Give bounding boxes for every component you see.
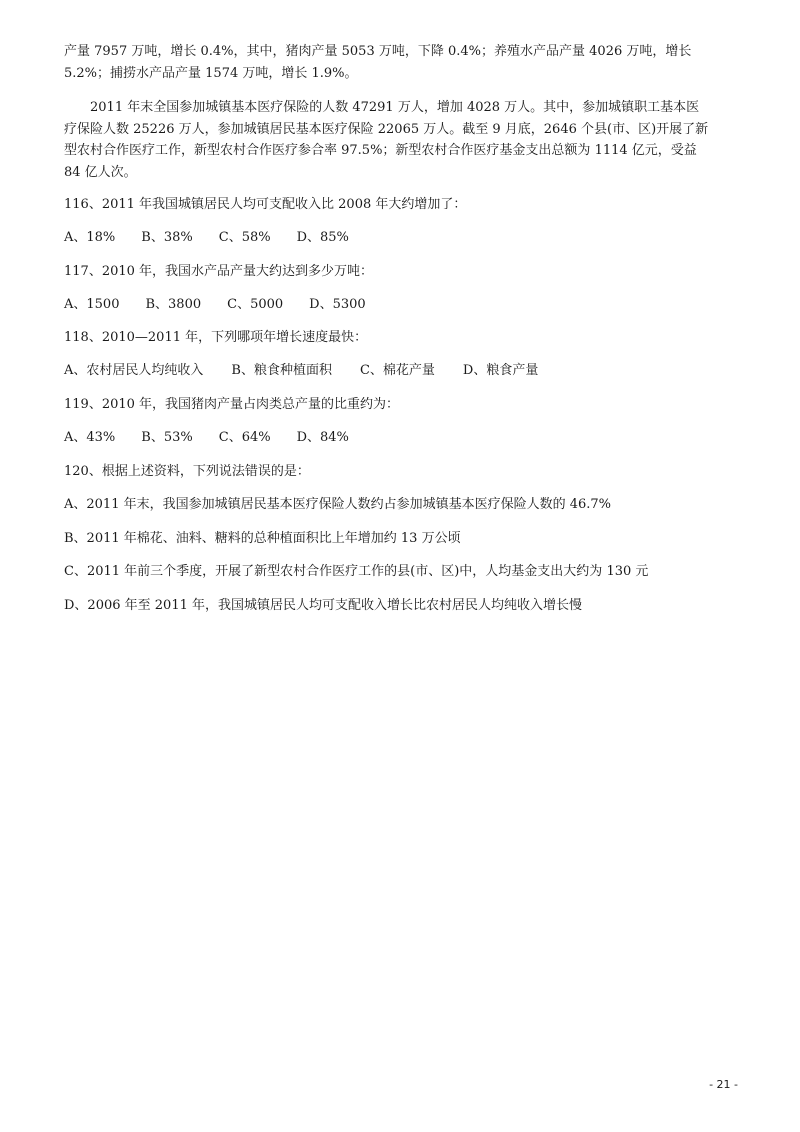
question-120-stem: 120、根据上述资料，下列说法错误的是： bbox=[64, 464, 310, 479]
option-c: C、64% bbox=[218, 430, 271, 445]
option-a: A、1500 bbox=[64, 297, 120, 312]
question-117-stem: 117、2010 年，我国水产品产量大约达到多少万吨： bbox=[64, 264, 374, 279]
option-d: D、粮食产量 bbox=[462, 363, 539, 378]
option-b: B、粮食种植面积 bbox=[231, 363, 332, 378]
paragraph-2-line-2: 疗保险人数 25226 万人，参加城镇居民基本医疗保险 22065 万人。截至 9 月底，2646 个县(市、区)开展了新 bbox=[64, 122, 709, 137]
paragraph-2-line-4: 84 亿人次。 bbox=[64, 165, 137, 180]
option-a: A、18% bbox=[64, 230, 116, 245]
question-118-options bbox=[64, 361, 566, 381]
question-117-options bbox=[64, 295, 392, 315]
option-b: B、3800 bbox=[145, 297, 202, 312]
paragraph-2-line-3: 型农村合作医疗工作，新型农村合作医疗参合率 97.5%；新型农村合作医疗基金支出总额为 1114 亿元，受益 bbox=[64, 143, 697, 158]
option-b: B、38% bbox=[141, 230, 193, 245]
paragraph-1-line-2: 5.2%；捕捞水产品产量 1574 万吨，增长 1.9%。 bbox=[64, 66, 358, 81]
question-120-option-a: A、2011 年末，我国参加城镇居民基本医疗保险人数约占参加城镇基本医疗保险人数的 46.7% bbox=[64, 497, 612, 512]
page-number: - 21 - bbox=[709, 1078, 738, 1091]
paragraph-1-line-1: 产量 7957 万吨，增长 0.4%，其中，猪肉产量 5053 万吨，下降 0.4%；养殖水产品产量 4026 万吨，增长 bbox=[64, 44, 692, 59]
question-120-option-c: C、2011 年前三个季度，开展了新型农村合作医疗工作的县(市、区)中，人均基金支出大约为 130 元 bbox=[64, 564, 649, 579]
option-a: A、农村居民人均纯收入 bbox=[64, 363, 204, 378]
option-d: D、85% bbox=[296, 230, 349, 245]
question-119-options bbox=[64, 428, 375, 448]
question-120-option-b: B、2011 年棉花、油料、糖料的总种植面积比上年增加约 13 万公顷 bbox=[64, 531, 461, 546]
paragraph-2-line-1: 2011 年末全国参加城镇基本医疗保险的人数 47291 万人，增加 4028 万人。其中，参加城镇职工基本医 bbox=[90, 100, 700, 115]
question-116-stem: 116、2011 年我国城镇居民人均可支配收入比 2008 年大约增加了： bbox=[64, 197, 467, 212]
option-a: A、43% bbox=[64, 430, 116, 445]
question-119-stem: 119、2010 年，我国猪肉产量占肉类总产量的比重约为： bbox=[64, 397, 400, 412]
option-c: C、58% bbox=[218, 230, 271, 245]
option-d: D、84% bbox=[296, 430, 349, 445]
question-120-option-d: D、2006 年至 2011 年，我国城镇居民人均可支配收入增长比农村居民人均纯收入增长慢 bbox=[64, 598, 582, 613]
option-b: B、53% bbox=[141, 430, 193, 445]
option-d: D、5300 bbox=[309, 297, 366, 312]
option-c: C、5000 bbox=[227, 297, 284, 312]
option-c: C、棉花产量 bbox=[359, 363, 435, 378]
question-118-stem: 118、2010—2011 年，下列哪项年增长速度最快： bbox=[64, 330, 368, 345]
question-116-options bbox=[64, 228, 375, 248]
